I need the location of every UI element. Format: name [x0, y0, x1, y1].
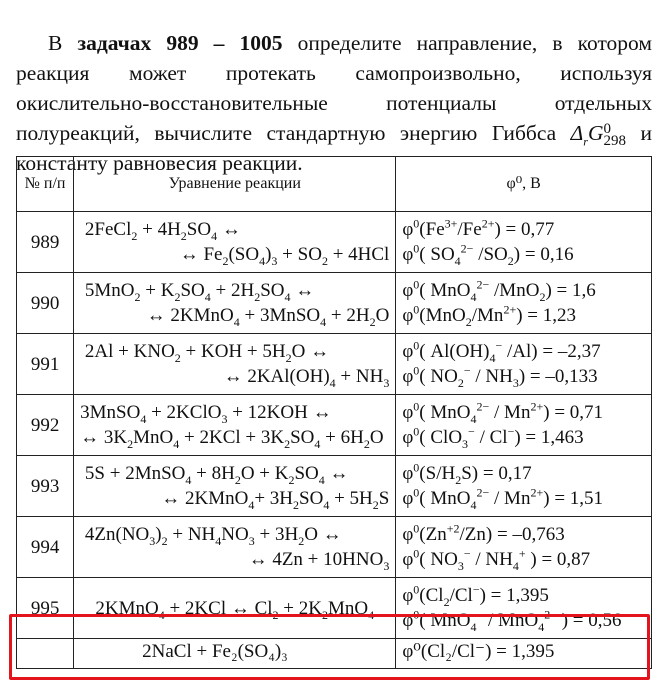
half-reaction-potentials: $\varphi^0(Cl_2/Cl^-) = 1,395$ $\varphi^0$( MnO$_4$− / MnO$_4^{2-}$ ) = 0,56 [396, 578, 652, 639]
reaction-equation: 3MnSO$_4$ + 2KClO$_3$ + 12KOH ↔ ↔ $3K_2MnO_4 + 2KCl + 3K_2SO_4 + 6H_2O$ [74, 395, 396, 456]
row-number: 991 [17, 334, 74, 395]
row-number: 994 [17, 517, 74, 578]
table-row-partial [17, 639, 652, 669]
table-row [17, 578, 652, 639]
half-reaction-potentials: $\varphi^0(Zn^{+2}/Zn) = -0,763$ $\varphi^0$( $NO_3^- / NH_4^+$ ) = 0,87 [396, 517, 652, 578]
half-reaction-potentials: $\varphi^0(Fe^{3+}/Fe^{2+}) = 0,77$ $\varphi^0$( $SO_4^{2-}$ $/SO_2) = 0,16$ [396, 212, 652, 273]
header-potential: φ⁰, В [396, 157, 652, 212]
half-reaction-potentials: $\varphi^0$( MnO$_4^{2-}$ /MnO$_2$) = 1,6 $\varphi^0(MnO_2/Mn^{2+}) = 1,23$ [396, 273, 652, 334]
row-number [17, 639, 74, 669]
half-reaction-potentials: $\varphi^0$( $MnO_4^{2-} / Mn^{2+}) = 0,71$ $\varphi^0$( ClO$_3$− / Cl−) = 1,463 [396, 395, 652, 456]
reaction-equation: $2Al + KNO_2$ + KOH + $5H_2O$ ↔ ↔ $2KAl(OH)_4 + NH_3$ [74, 334, 396, 395]
header-number: № п/п [17, 157, 74, 212]
intro-suffix: и константу равновесия реакции. [16, 120, 653, 175]
table-row [17, 395, 652, 456]
reaction-equation: 2KMnO$_4$ + 2KCl ↔ $Cl_2 + 2K_2MnO_4$ [74, 578, 396, 639]
gibbs-symbol: $\Delta_rG$ 0 298 [570, 120, 626, 149]
row-number: 990 [17, 273, 74, 334]
row-number: 995 [17, 578, 74, 639]
intro-task-range: задачах 989 – 1005 [77, 30, 283, 55]
table-row [17, 212, 652, 273]
table-row [17, 517, 652, 578]
row-number: 993 [17, 456, 74, 517]
half-reaction-potentials: $\varphi^0$( $Al(OH)_4^-$ /Al) = –2,37 $\varphi^0$( $NO_2^- / NH_3) = -0,133$ [396, 334, 652, 395]
reaction-equation: 5S + 2MnSO$_4$ + $8H_2O + K_2SO_4$ ↔ ↔ 2KMnO$_4$+ $3H_2SO_4 + 5H_2S$ [74, 456, 396, 517]
header-equation: Уравнение реакции [74, 157, 396, 212]
table-row [17, 456, 652, 517]
row-number: 992 [17, 395, 74, 456]
intro-prefix: В [48, 30, 78, 55]
table-header-row [17, 157, 652, 212]
half-reaction-potentials: $\varphi^0(S/H_2S) = 0,17$ $\varphi^0$( $MnO_4^{2-} / Mn^{2+}) = 1,51$ [396, 456, 652, 517]
table-row [17, 273, 652, 334]
task-intro [16, 28, 652, 178]
reactions-table [16, 156, 652, 669]
intro-text: определите направление, в котором реакция может протекать самопроизвольно, используя окислительно-восстановительные потенциалы отдельных полуреакций, вычислите стандартную энергию Гиббса [16, 30, 653, 145]
table-row [17, 334, 652, 395]
half-reaction-potentials: φ⁰(Cl₂/Cl⁻) = 1,395 [396, 639, 652, 669]
reaction-equation: 2FeCl$_2$ + $4H_2SO_4$ ↔ ↔ $Fe_2(SO_4)_3 + SO_2 + 4HCl$ [74, 212, 396, 273]
row-number: 989 [17, 212, 74, 273]
reaction-equation: $4Zn(NO_3)_2 + NH_4NO_3 + 3H_2O$ ↔ ↔ $4Zn + 10HNO_3$ [74, 517, 396, 578]
reaction-equation: 2NaCl + Fe₂(SO₄)₃ [74, 639, 396, 669]
reaction-equation: $5MnO_2 + K_2SO_4 + 2H_2SO_4$ ↔ ↔ 2KMnO$_4$ + 3MnSO$_4$ + $2H_2O$ [74, 273, 396, 334]
